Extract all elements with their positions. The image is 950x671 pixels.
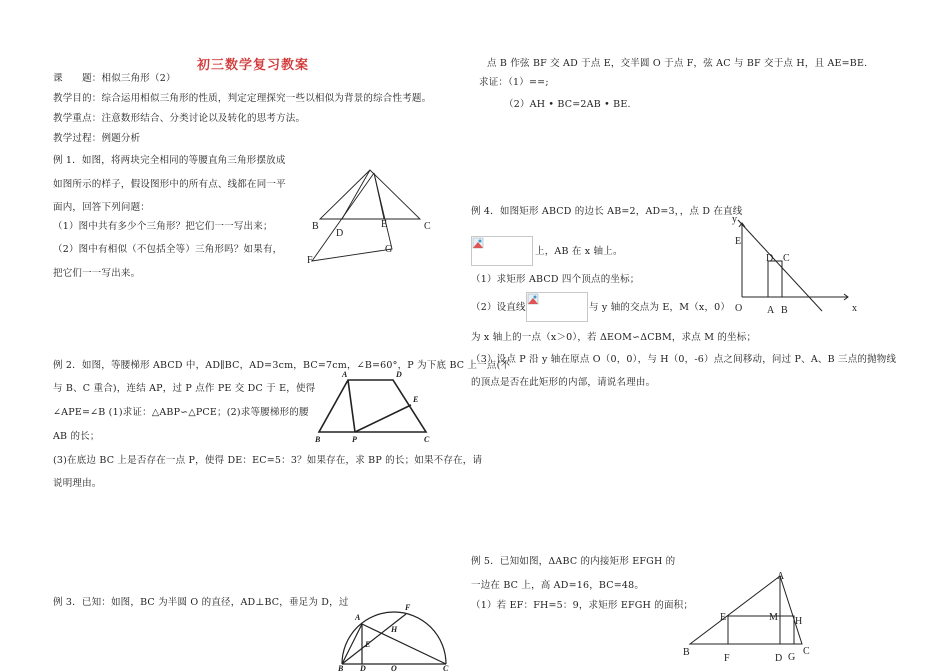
page-title: 初三数学复习教案 xyxy=(197,58,310,73)
ex2-line1: 例 2．如图，等腰梯形 ABCD 中，AD∥BC，AD=3cm，BC=7cm，∠B=60°，P 为下底 BC 上一点(不 xyxy=(53,360,511,371)
ex2-label-c: C xyxy=(424,435,430,444)
ex5-label-b: B xyxy=(683,647,690,658)
ex4-line5: 为 x 轴上的一点（x＞0），若 ΔEOM∽ΔCBM，求点 M 的坐标； xyxy=(471,332,757,343)
ex4-line4a: （2）设直线 xyxy=(471,302,526,313)
ex2-label-e: E xyxy=(413,395,419,404)
ex1-label-g: G xyxy=(385,244,393,255)
ex1-question2: （2）图中有相似（不包括全等）三角形吗？如果有， xyxy=(53,244,283,255)
ex2-figure xyxy=(315,365,435,445)
ex4-label-d: D xyxy=(766,253,774,264)
ex1-question1: （1）图中共有多少个三角形？把它们一一写出来； xyxy=(53,221,273,232)
ex2-label-b: B xyxy=(315,435,321,444)
ex2-label-p: P xyxy=(352,435,357,444)
ex2-label-d: D xyxy=(396,370,402,379)
ex2-line5: (3)在底边 BC 上是否存在一点 P，使得 DE：EC=5：3？如果存在，求 BP 的长；如果不存在，请 xyxy=(53,455,483,466)
ex4-formula-image-2 xyxy=(526,292,588,322)
process-line: 教学过程：例题分析 xyxy=(53,133,141,144)
ex2-line2: 与 B、C 重合)，连结 AP，过 P 点作 PE 交 DC 于 E，使得 xyxy=(53,383,316,394)
ex4-label-a: A xyxy=(767,305,775,316)
ex5-label-g: G xyxy=(788,652,796,663)
ex3-figure xyxy=(330,600,460,671)
ex3-cont-line2: 求证：（1）==; xyxy=(479,77,549,88)
goal-line: 教学目的：综合运用相似三角形的性质，判定定理探究一些以相似为背景的综合性考题。 xyxy=(53,93,432,104)
ex1-label-b: B xyxy=(312,221,319,232)
ex2-line4: AB 的长； xyxy=(53,431,100,442)
ex1-label-f: F xyxy=(307,255,313,266)
ex2-line6: 说明理由。 xyxy=(53,478,102,489)
ex1-figure xyxy=(300,165,440,265)
ex1-label-d: D xyxy=(336,228,344,239)
ex4-line3: （1）求矩形 ABCD 四个顶点的坐标； xyxy=(471,274,640,285)
ex5-label-e: E xyxy=(720,612,727,623)
ex2-line3: ∠APE=∠B (1)求证：△ABP∽△PCE；(2)求等腰梯形的腰 xyxy=(53,407,309,418)
image-placeholder-icon xyxy=(473,238,483,248)
ex4-label-c: C xyxy=(783,253,790,264)
ex4-line6: （3）设点 P 沿 y 轴在原点 O（0，0），与 H（0，-6）点之间移动，问过 P、A、B 三点的抛物线 xyxy=(471,354,897,365)
ex3-label-b: B xyxy=(338,664,344,671)
ex4-figure xyxy=(730,215,860,315)
focus-line: 教学重点：注意数形结合、分类讨论以及转化的思考方法。 xyxy=(53,113,306,124)
image-placeholder-icon xyxy=(528,294,538,304)
ex4-line2: 上，AB 在 x 轴上。 xyxy=(535,246,623,257)
ex3-label-d: D xyxy=(360,664,366,671)
ex5-label-c: C xyxy=(803,646,810,657)
ex4-line4b: 与 y 轴的交点为 E，M（x，0） xyxy=(589,302,731,313)
topic-line: 课 题：相似三角形（2） xyxy=(53,73,176,84)
ex1-question3: 把它们一一写出来。 xyxy=(53,268,141,279)
ex5-figure xyxy=(680,568,820,671)
ex3-label-o: O xyxy=(391,664,397,671)
ex4-label-e: E xyxy=(735,236,742,247)
ex3-label-f: F xyxy=(405,603,411,612)
ex5-label-m: M xyxy=(769,612,778,623)
ex1-line3: 面内，回答下列问题： xyxy=(53,202,151,213)
ex3-label-h: H xyxy=(391,625,398,634)
ex5-label-a: A xyxy=(777,571,785,582)
ex4-formula-image-1 xyxy=(471,236,533,266)
ex4-label-b: B xyxy=(781,305,788,316)
ex5-label-f: F xyxy=(724,653,730,664)
ex4-label-y: y xyxy=(732,214,737,225)
ex3-label-e: E xyxy=(365,640,371,649)
ex1-line2: 如图所示的样子，假设图形中的所有点、线都在同一平 xyxy=(53,179,286,190)
ex4-label-x: x xyxy=(852,303,857,314)
ex3-label-a: A xyxy=(355,613,361,622)
ex5-line2: 一边在 BC 上，高 AD=16，BC=48。 xyxy=(471,580,645,591)
ex1-label-e: E xyxy=(381,219,388,230)
ex3-cont-line3: （2）AH • BC=2AB • BE. xyxy=(504,99,631,110)
ex1-label-c: C xyxy=(424,221,431,232)
ex4-label-o: O xyxy=(735,303,743,314)
ex4-line1: 例 4．如图矩形 ABCD 的边长 AB=2，AD=3，，点 D 在直线 xyxy=(471,206,743,217)
ex5-line3: （1）若 EF：FH=5：9，求矩形 EFGH 的面积； xyxy=(471,600,694,611)
ex5-line1: 例 5．已知如图，ΔABC 的内接矩形 EFGH 的 xyxy=(471,556,676,567)
ex3-cont-line1: 点 B 作弦 BF 交 AD 于点 E，交半圆 O 于点 F，弦 AC 与 BF 交于点 H，且 AE=BE. xyxy=(487,58,868,69)
ex5-label-h: H xyxy=(795,616,803,627)
ex3-label-c: C xyxy=(443,664,449,671)
ex4-line7: 的顶点是否在此矩形的内部，请说名理由。 xyxy=(471,377,656,388)
ex1-line1: 例 1．如图，将两块完全相同的等腰直角三角形摆放成 xyxy=(53,155,286,166)
ex3-line1: 例 3．已知：如图，BC 为半圆 O 的直径，AD⊥BC，垂足为 D，过 xyxy=(53,597,349,608)
ex5-label-d: D xyxy=(775,653,783,664)
ex2-label-a: A xyxy=(342,370,348,379)
